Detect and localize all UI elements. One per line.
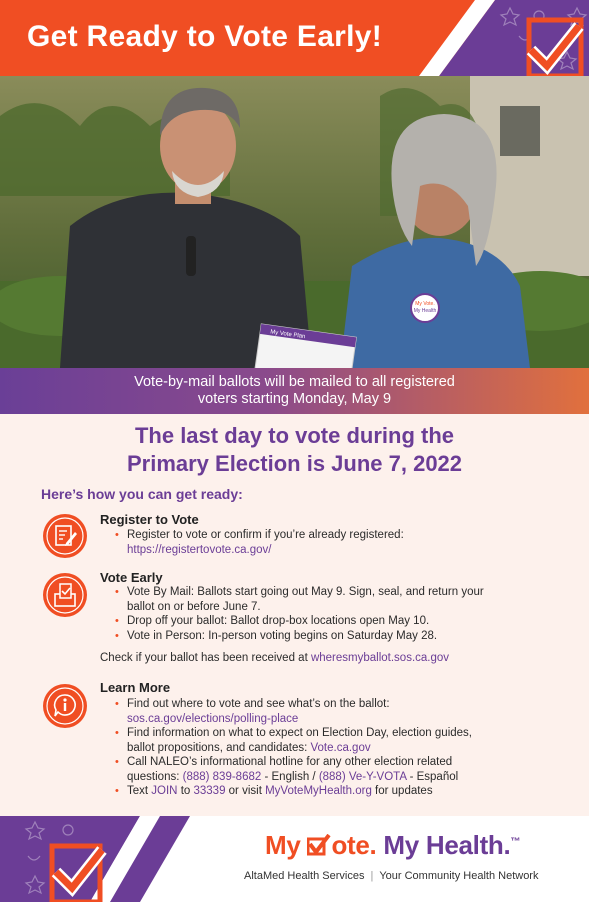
checkmark-decoration (419, 0, 589, 76)
list-item: • Vote By Mail: Ballots start going out May 9. Sign, seal, and return your ballot on or before June 7. (113, 585, 553, 614)
register-title: Register to Vote (100, 512, 199, 527)
list-item: • Drop off your ballot: Ballot drop-box locations open May 10. (113, 614, 553, 629)
ballot-check-text: Check if your ballot has been received at wheresmyballot.sos.ca.gov (100, 652, 450, 664)
vote-early-title: Vote Early (100, 570, 163, 585)
join-keyword: JOIN (151, 785, 178, 797)
ballot-box-icon (42, 572, 88, 618)
badge-text-2: My Health (413, 308, 437, 314)
english-hotline-link[interactable]: (888) 839-8682 (182, 770, 262, 783)
checkbox-v-icon (307, 834, 331, 856)
banner-line-1: Vote-by-mail ballots will be mailed to all registered (134, 374, 455, 390)
vote-early-list (113, 585, 553, 643)
footer-tagline: AltaMed Health Services | Your Community Health Network (244, 870, 539, 882)
header-band (0, 0, 589, 76)
headline-line-1: The last day to vote during the (134, 423, 455, 448)
clipboard-text: My Vote Plan (269, 329, 306, 341)
sms-number[interactable]: 33339 (193, 785, 226, 797)
list-item: • Text JOIN to 33339 or visit MyVoteMyHealth.org for updates (113, 784, 553, 799)
spanish-hotline-link[interactable]: (888) Ve-Y-VOTA (318, 770, 407, 783)
page-title: Get Ready to Vote Early! (27, 20, 383, 53)
registertovote-link[interactable]: https://registertovote.ca.gov/ (127, 543, 272, 556)
list-item: • Find information on what to expect on Election Day, election guides, ballot propositions, and candidates: Vote.ca.gov (113, 726, 553, 755)
footer-checkmark-decoration (0, 816, 200, 902)
headline-line-2: Primary Election is June 7, 2022 (126, 451, 463, 476)
badge-text-1: My Vote. (415, 301, 435, 307)
list-item: • Find out where to vote and see what’s on the ballot: sos.ca.gov/elections/polling-place (113, 697, 553, 726)
my-vote-my-health-logo: My ote. My Health.™ (265, 830, 521, 860)
learn-more-list (113, 697, 553, 799)
register-list (113, 528, 553, 557)
polling-place-link[interactable]: sos.ca.gov/elections/polling-place (127, 712, 299, 725)
list-item: • Register to vote or confirm if you’re already registered: https://registertovote.ca.gov/ (113, 528, 553, 557)
couple-photo (0, 76, 589, 368)
mail-banner (0, 368, 589, 414)
list-item: • Vote in Person: In-person voting begins on Saturday May 28. (113, 629, 553, 644)
banner-line-2: voters starting Monday, May 9 (197, 391, 392, 407)
list-item: • Call NALEO’s informational hotline for any other election related questions: (888) 839-8682 - English / (888) Ve-Y-VOTA - Español (113, 755, 553, 784)
vote-ca-gov-link[interactable]: Vote.ca.gov (310, 741, 371, 754)
election-headline (0, 422, 589, 478)
myvotemyhealth-link[interactable]: MyVoteMyHealth.org (265, 785, 372, 797)
register-form-icon (42, 513, 88, 559)
learn-more-title: Learn More (100, 680, 171, 695)
how-to-get-ready-heading: Here’s how you can get ready: (41, 486, 243, 502)
wheresmyballot-link[interactable]: wheresmyballot.sos.ca.gov (310, 652, 450, 664)
info-icon (42, 683, 88, 729)
